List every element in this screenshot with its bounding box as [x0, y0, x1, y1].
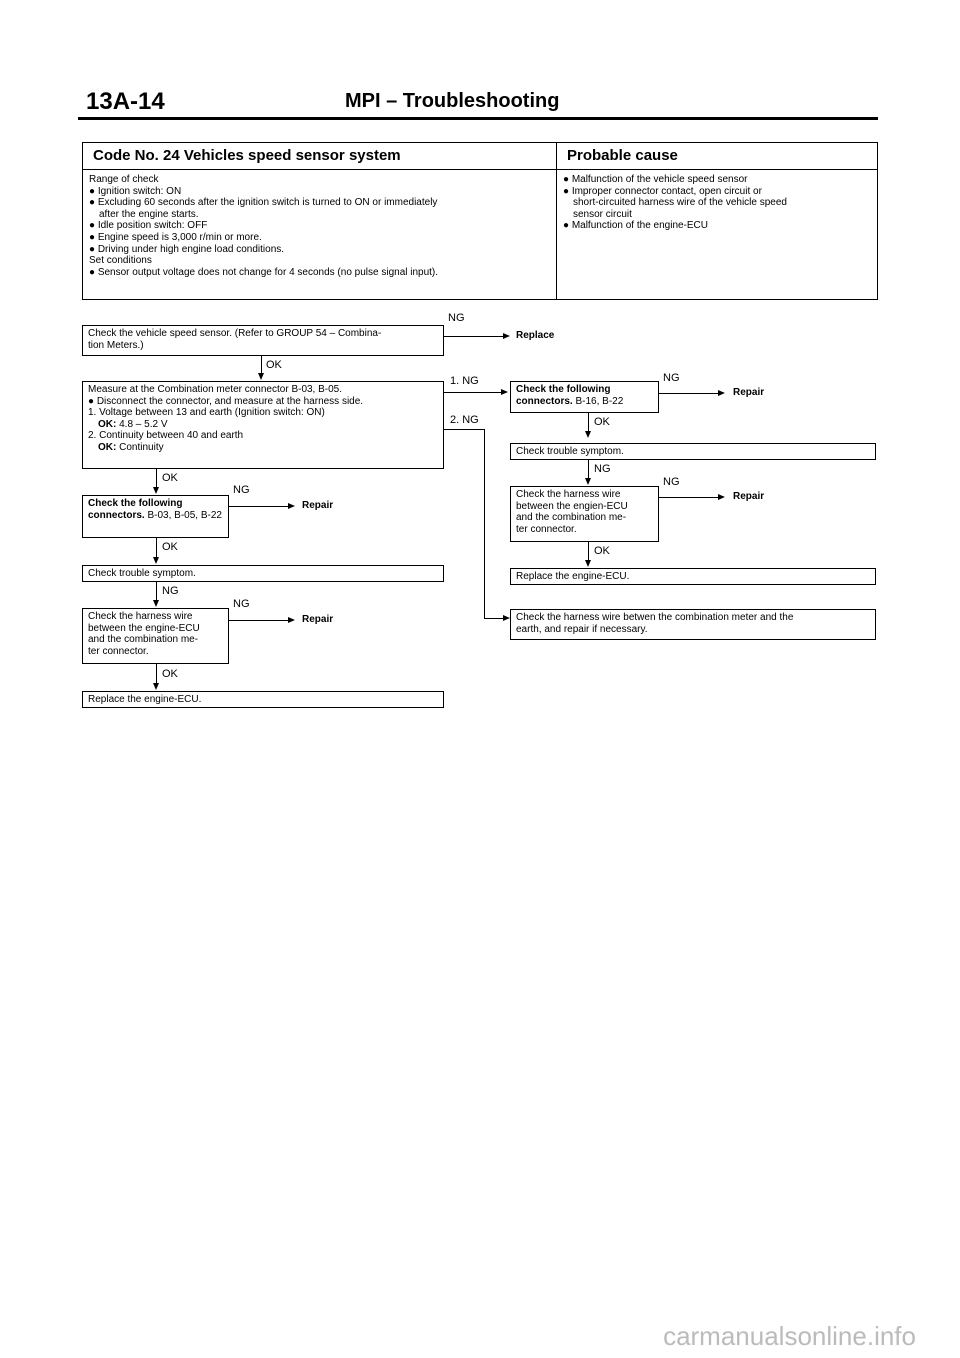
condition-line: after the engine starts. [99, 208, 199, 220]
ng-label: NG [448, 312, 465, 324]
condition-line: ● Excluding 60 seconds after the ignition switch is turned to ON or immediately [89, 197, 438, 209]
result-repair: Repair [302, 500, 334, 511]
result-repair: Repair [733, 387, 765, 398]
step-text: between the engine-ECU [88, 622, 200, 634]
arrow-right-icon [718, 390, 725, 396]
ok-criterion-label: OK: [98, 418, 117, 430]
result-replace: Replace [516, 330, 555, 341]
ok-label: OK [594, 416, 610, 428]
step-check-harness-earth [510, 609, 876, 640]
ng-line [229, 506, 289, 507]
ok-line [156, 664, 157, 684]
ng2-vertical-line [484, 429, 485, 618]
ng2-line [444, 429, 484, 430]
step-replace-ecu-left [82, 691, 444, 708]
page-code: 13A-14 [86, 88, 165, 115]
step-text-bold: Check the following connectors. [88, 498, 183, 521]
probable-causes [563, 174, 869, 232]
step-text: tion Meters.) [88, 339, 144, 351]
ng-label: NG [162, 585, 179, 597]
step-text: Check the harness wire [516, 489, 621, 500]
step-text: and the combination me- [88, 634, 199, 646]
step-check-harness-right [510, 486, 659, 542]
arrow-down-icon [153, 487, 159, 494]
ok-line [156, 538, 157, 558]
ok-criterion-label: OK: [98, 441, 117, 453]
ng2-label: 2. NG [450, 414, 479, 426]
condition-line: ● Driving under high engine load conditions. [89, 243, 285, 255]
condition-line: ● Engine speed is 3,000 r/min or more. [89, 231, 262, 243]
ng-line [659, 497, 719, 498]
step-check-speed-sensor [82, 325, 444, 356]
ng-label: NG [663, 476, 680, 488]
step-text-bold: connectors. [516, 395, 573, 407]
step-text: between the engien-ECU [516, 500, 628, 512]
arrow-down-icon [153, 600, 159, 607]
ng-line [659, 393, 719, 394]
ok-line [588, 413, 589, 432]
arrow-right-icon [288, 617, 295, 623]
ng-line [444, 336, 504, 337]
ok-label: OK [162, 472, 178, 484]
step-check-connectors-right [510, 381, 659, 413]
arrow-right-icon [718, 494, 725, 500]
footer-watermark: carmanualsonline.info [663, 1321, 916, 1351]
step-check-harness-left [82, 608, 229, 664]
arrow-down-icon [585, 431, 591, 438]
step-text: and the combination me- [516, 512, 627, 524]
arrow-down-icon [258, 373, 264, 380]
ng-line [156, 582, 157, 601]
step-text: 1. Voltage between 13 and earth (Ignition switch: ON) [88, 407, 325, 419]
step-text: ter connector. [516, 523, 577, 535]
check-conditions [89, 174, 549, 278]
step-text-bold: Check the following [516, 384, 611, 395]
arrow-right-icon [503, 333, 510, 339]
cause-line: sensor circuit [573, 208, 632, 220]
cause-line: ● Malfunction of the vehicle speed sensor [563, 174, 748, 185]
table-divider [556, 143, 557, 299]
code-table-header [83, 143, 877, 170]
ok-label: OK [162, 541, 178, 553]
ok-label: OK [594, 545, 610, 557]
ng1-label: 1. NG [450, 375, 479, 387]
step-text: Check the harness wire [88, 611, 193, 622]
ng-label: NG [233, 598, 250, 610]
cause-line: ● Improper connector contact, open circuit or [563, 185, 762, 197]
condition-line: ● Ignition switch: ON [89, 185, 182, 197]
ok-criterion-value: Continuity [119, 441, 164, 453]
arrow-right-icon [503, 615, 510, 621]
step-check-connectors-left [82, 495, 229, 538]
ok-label: OK [266, 359, 282, 371]
arrow-right-icon [501, 389, 508, 395]
probable-cause-heading: Probable cause [567, 147, 678, 164]
condition-line: Range of check [89, 174, 159, 185]
code-heading: Code No. 24 Vehicles speed sensor system [93, 147, 401, 164]
arrow-down-icon [153, 683, 159, 690]
step-check-trouble-left [82, 565, 444, 582]
ok-line [588, 542, 589, 561]
step-measure-combination-meter [82, 381, 444, 469]
ng1-line [444, 392, 502, 393]
step-text: Measure at the Combination meter connector B-03, B-05. [88, 384, 343, 395]
code-table [82, 142, 878, 300]
step-text: Check trouble symptom. [88, 568, 196, 579]
condition-line: ● Idle position switch: OFF [89, 220, 208, 232]
ok-criterion-value: 4.8 – 5.2 V [119, 418, 168, 430]
step-text: Replace the engine-ECU. [88, 694, 202, 705]
ng-line [588, 460, 589, 479]
step-text: Check the harness wire betwen the combination meter and the [516, 612, 794, 623]
step-text: B-16, B-22 [575, 395, 624, 407]
ng-label: NG [594, 463, 611, 475]
step-replace-ecu-right [510, 568, 876, 585]
ok-label: OK [162, 668, 178, 680]
cause-line: short-circuited harness wire of the vehicle speed [573, 197, 787, 209]
page-title: MPI – Troubleshooting [345, 90, 560, 112]
result-repair: Repair [733, 491, 765, 502]
arrow-right-icon [288, 503, 295, 509]
step-text: 2. Continuity between 40 and earth [88, 430, 244, 442]
step-text: ter connector. [88, 645, 149, 657]
condition-line: Set conditions [89, 255, 152, 267]
ng-label: NG [663, 372, 680, 384]
step-text: Check the vehicle speed sensor. (Refer to GROUP 54 – Combina- [88, 328, 382, 339]
condition-line: ● Sensor output voltage does not change for 4 seconds (no pulse signal input). [89, 266, 439, 278]
cause-line: ● Malfunction of the engine-ECU [563, 220, 709, 232]
step-text: Replace the engine-ECU. [516, 571, 630, 582]
result-repair: Repair [302, 614, 334, 625]
step-text: earth, and repair if necessary. [516, 623, 648, 635]
header-rule [78, 117, 878, 120]
arrow-down-icon [585, 478, 591, 485]
ng-line [229, 620, 289, 621]
step-text: Check trouble symptom. [516, 446, 624, 457]
arrow-down-icon [585, 560, 591, 567]
arrow-down-icon [153, 557, 159, 564]
step-check-trouble-right [510, 443, 876, 460]
step-text: B-03, B-05, B-22 [147, 509, 222, 521]
ng-label: NG [233, 484, 250, 496]
ok-line [261, 356, 262, 374]
ng2-line [484, 618, 504, 619]
step-text: ● Disconnect the connector, and measure at the harness side. [88, 395, 364, 407]
ok-line [156, 469, 157, 488]
